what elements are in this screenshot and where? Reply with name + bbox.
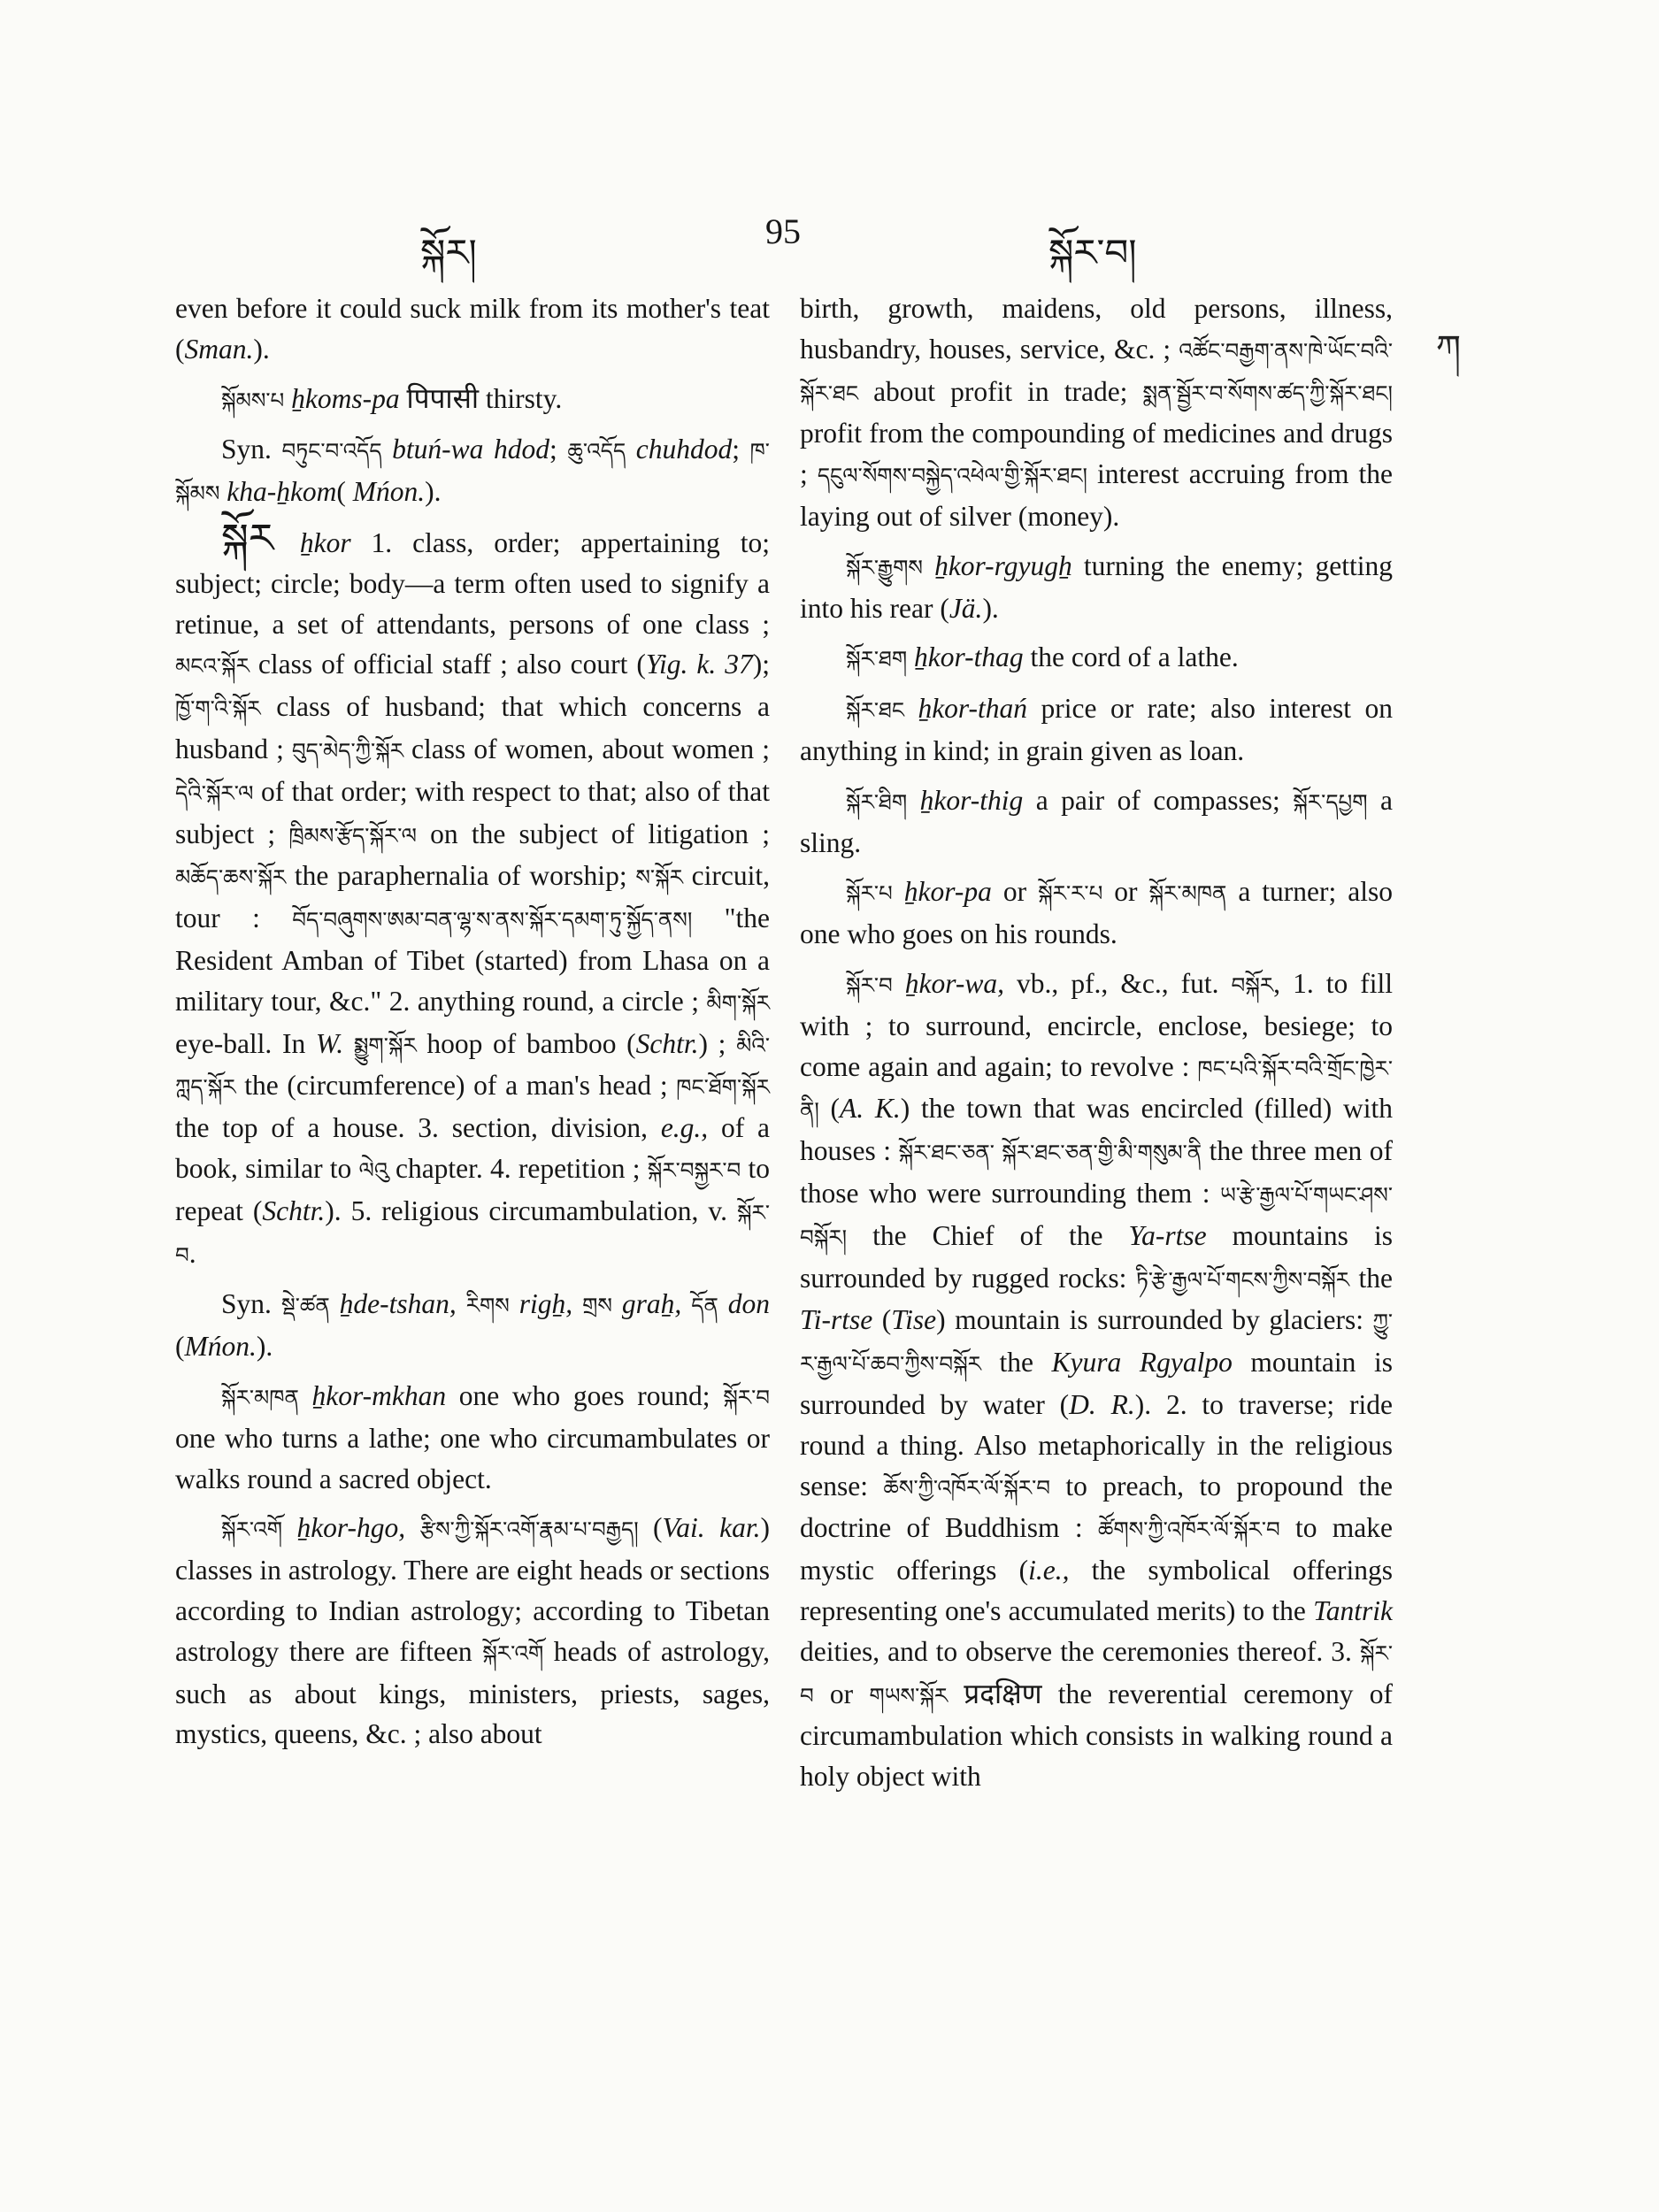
text-run: chapter. 4. repetition ; [395,1152,648,1184]
text-run: the paraphernalia of worship; [294,860,636,892]
text-run: circuit, tour : [175,860,770,934]
text-run: interest accruing from the laying out of silver (money). [800,458,1393,532]
text-run [457,1288,466,1319]
italic-text: Schtr. [262,1194,326,1226]
text-run: . [188,1237,196,1269]
text-run: ( [872,1304,892,1336]
italic-text: rigẖ, [518,1288,573,1320]
tibetan-term: རྩིས་ཀྱི་སྐོར་འགོ་རྣམ་པ་བརྒྱད། [419,1517,654,1543]
tibetan-term: ཁང་ཐོག་སྐོར [676,1074,770,1101]
entry-paragraph [800,288,1393,537]
tibetan-term: སྡེ་ཚན [280,1293,340,1319]
italic-text: Sman. [184,333,254,365]
text-run: ( [830,1093,841,1125]
tibetan-term: ཁང་པའི་སྐོར་བའི་གྲོང་ཁྱེར་ནི། [800,1055,1393,1124]
tibetan-term: སྐོར་དཔྱག [1293,788,1381,815]
tibetan-term: ཚོགས་ཀྱི་འཁོར་ལོ་སྐོར་བ [1097,1517,1295,1543]
text-run: the symbolical offerings representing one's accumulated merits) to the [800,1555,1393,1626]
text-run: eye-ball. In [175,1027,316,1059]
italic-text: don [727,1288,771,1320]
italic-text: ẖkor-pa [903,876,992,908]
text-run: vb., pf., &c., fut. [1004,967,1232,999]
entry-paragraph [175,379,770,421]
italic-text: ẖkor-thag [913,641,1024,673]
text-run: "the Resident Amban of Tibet (started) from Lhasa on a military tour, &c." 2. anything round, a circle ; [175,902,770,1017]
text-run: the (circumference) of a man's head ; [244,1070,677,1102]
text-run: the [999,1347,1052,1379]
text-run: the cord of a lathe. [1023,641,1239,673]
tibetan-term: ཆོས་ཀྱི་འཁོར་ལོ་སྐོར་བ [883,1474,1066,1501]
text-run: ( [336,476,353,508]
italic-text: ẖkor-wa, [904,967,1004,999]
italic-text: graẖ, [621,1288,682,1320]
entry-paragraph [175,1376,770,1499]
italic-text: A. K. [840,1093,901,1125]
entry-paragraph [800,546,1393,629]
italic-text: Tantrik [1313,1594,1393,1626]
italic-text: chuhdod [635,434,733,465]
italic-text: Mńon. [352,476,426,508]
tibetan-term: སྐོར་ར་པ [1038,880,1115,907]
italic-text: ẖde-tshan, [339,1288,457,1320]
tibetan-term: མིག་སྐོར [706,989,770,1016]
text-run [572,1288,582,1319]
italic-text: Kyura Rgyalpo [1051,1347,1233,1379]
text-run: to preach, to propound the doctrine of Buddhism : [800,1470,1393,1544]
italic-text: ẖkor [299,526,351,558]
text-run: 1. class, order; appertaining to; subject; circle; body—a term often used to signify a retinue, a set of attendants, persons of one class ; [175,526,770,640]
text-run: one who goes round; [446,1379,724,1411]
left-running-head: སྐོར། [420,234,477,274]
text-run: , 1. to fill with ; to surround, encircle, enclose, besiege; to come again and again; to revolve : [800,967,1394,1082]
italic-text: Mńon. [184,1331,257,1363]
italic-text: ẖkor-rgyugẖ [934,549,1072,581]
text-run: on the subject of litigation ; [430,818,770,849]
tibetan-term: དེའི་སྐོར་ལ [175,780,261,806]
text-run: deities, and to observe the ceremonies thereof. 3. [800,1635,1360,1667]
tibetan-term: སྐོར་རྒྱུགས [846,554,935,580]
tibetan-term: སྐོར [221,514,300,562]
tibetan-term: སྐོར་བ [800,1640,1393,1709]
tibetan-term: རིགས [465,1293,519,1319]
text-run: ). [253,333,270,365]
text-run: profit from the compounding of medicines and drugs ; [800,418,1393,490]
text-run: the Chief of the [872,1219,1129,1251]
tibetan-term: བུད་མེད་ཀྱི་སྐོར [291,737,412,764]
tibetan-term: སྐོར་བ [723,1384,770,1410]
text-run [343,1028,354,1059]
tibetan-term: སྐོར་འགོ [221,1517,297,1543]
text-run: birth, growth, maidens, old persons, illness, husbandry, houses, service, &c. ; [800,293,1393,365]
tibetan-term: མངའ་སྐོར [175,653,258,680]
text-run: heads of astrology, such as about kings, ministers, priests, sages, mystics, queens, &c. ; also about [175,1635,770,1750]
text-run: one who turns a lathe; one who circumambulates or walks round a sacred object. [175,1422,770,1494]
tibetan-term: ཆུ་འདོད [567,438,636,465]
entry-paragraph [800,780,1393,864]
italic-text: Tise [891,1304,937,1336]
text-run: a pair of compasses; [1023,784,1294,816]
text-run: ). [982,592,999,624]
page-header [173,211,1394,274]
text-run: class of husband; that which concerns a husband ; [175,691,770,764]
text-run: of a book, similar to [175,1112,770,1184]
text-run: to repeat ( [175,1152,770,1226]
italic-text: ẖkoms-pa [291,382,400,414]
tibetan-term: སྐོར་བསྐྱར་བ [647,1156,749,1183]
tibetan-term: དོན [691,1293,728,1319]
text-run: turning the enemy; getting into his rear ( [800,549,1393,624]
tibetan-term: བསྐོར [1231,972,1274,998]
italic-text: Ya-rtse [1128,1219,1207,1251]
left-column [175,288,770,1763]
entry-paragraph [800,688,1393,772]
entry-paragraph [800,964,1393,1797]
tibetan-term: སྨྱུག་སྐོར [353,1032,427,1058]
tibetan-term: ཡ་རྩེ་རྒྱལ་པོ་གཡང་ཤས་བསྐོར། [800,1181,1393,1250]
text-run: mountains is surrounded by rugged rocks: [800,1219,1393,1294]
text-run: Syn. [221,434,282,465]
tibetan-term: སྐོར་ཐག [846,646,914,672]
text-run: or [1114,876,1149,908]
text-run: ; [732,434,750,465]
tibetan-term: མཆོད་ཆས་སྐོར [175,864,295,891]
text-run: ). 2. to traverse; ride round a thing. Also metaphorically in the religious sense: [800,1388,1393,1502]
text-run: ) ; [698,1027,737,1059]
text-run: the top of a house. 3. section, division, [175,1112,661,1144]
tibetan-term: དངུལ་སོགས་བསྐྱེད་འཕེལ་གྱི་སྐོར་ཐང། [817,463,1097,489]
text-run: a turner; also one who goes on his rounds. [800,876,1393,950]
tibetan-term: ཁྲིམས་རྩོད་སྐོར་ལ [288,822,431,849]
tibetan-term: བོད་བཞུགས་ཨམ་བན་ལྷ་ས་ནས་སྐོར་དམག་ཏུ་སྐྱོད་ནས། [292,907,725,933]
italic-text: Ti-rtse [800,1304,873,1336]
tibetan-term: ཁྱོ་ག་འི་སྐོར [175,695,277,722]
italic-text: Yig. k. 37 [645,649,753,680]
italic-text: ẖkor-thig [919,784,1024,816]
text-run: ; [549,434,568,465]
text-run: Syn. [221,1288,281,1320]
text-run: price or rate; also interest on anything in kind; in grain given as loan. [800,693,1393,766]
text-run: ). [425,476,442,508]
tibetan-term: འཚོང་བརྒྱག་ནས་ཁེ་ཡོང་བའི་སྐོར་ཐང [800,337,1393,406]
italic-text: D. R. [1069,1388,1135,1420]
text-run: hoop of bamboo ( [426,1027,636,1059]
page-number: 95 [765,211,801,251]
tibetan-term: ཏི་རྩེ་རྒྱལ་པོ་གངས་ཀྱིས་བསྐོར [1135,1266,1359,1293]
tibetan-term: སྐོམས་པ [221,387,292,413]
text-run: to make mystic offerings ( [800,1512,1393,1586]
tibetan-term: སྐོར་ཐིག [846,788,920,815]
tibetan-term: ལེའུ [358,1156,396,1183]
italic-text: i.e., [1028,1555,1070,1586]
italic-text: Vai. kar. [662,1512,761,1544]
text-run: class of women, about women ; [411,733,771,764]
text-run: or [991,876,1039,908]
tibetan-term: སྨན་སྦྱོར་བ་སོགས་ཚད་ཀྱི་སྐོར་ཐང། [1142,380,1393,406]
italic-text: ẖkor-mkhan [311,1379,447,1411]
tibetan-term: བཏུང་བ་འདོད [281,438,393,465]
tibetan-term: ཁ་སྐོམས [175,438,770,507]
text-run: or [829,1678,870,1709]
text-run: the three men of those who were surrounding them : [800,1135,1393,1209]
tibetan-term: སྐོར་བ [846,972,905,998]
text-run: class of official staff ; also court ( [257,649,646,680]
tibetan-term: ས་སྐོར [635,864,692,891]
text-run: mountain is surrounded by water ( [800,1347,1393,1420]
text-run: ) classes in astrology. There are eight heads or sections according to Indian astrology; according to Tibetan astrology there are fifteen [175,1512,770,1667]
text-run [681,1288,691,1319]
entry-paragraph [175,1284,770,1367]
text-run: a sling. [800,784,1393,858]
entry-paragraph [800,637,1393,680]
tibetan-term: མིའི་ཀླད་སྐོར [175,1032,770,1101]
entry-paragraph [175,1508,770,1755]
text-run: ); [752,649,770,680]
tibetan-term: སྐོར་ཐང [846,697,918,724]
italic-text: ẖkor-thań [918,693,1028,725]
italic-text: Jä. [949,592,983,624]
right-column [800,288,1393,1806]
right-running-head: སྐོར་བ། [1048,234,1137,274]
text-run: ). 5. religious circumambulation, v. [325,1194,737,1226]
tibetan-term: སྐོར་མཁན [1148,880,1239,907]
tibetan-term: སྐོར་ཐང་ཅན་ སྐོར་ཐང་ཅན་གྱི་མི་གསུམ་ནི [898,1140,1210,1166]
text-run: पिपासी thirsty. [399,382,563,414]
text-run: ) mountain is surrounded by glaciers: [936,1304,1373,1336]
text-run: ) the town that was encircled (filled) with houses : [800,1093,1393,1167]
tibetan-term: ཀྱུ་ར་རྒྱལ་པོ་ཆབ་ཀྱིས་བསྐོར [800,1309,1394,1378]
entry-paragraph [175,514,771,1275]
italic-text: kha-ẖkom [227,476,337,508]
tibetan-term: སྐོར་འགོ [482,1640,554,1666]
entry-paragraph [175,429,770,514]
thumb-index-tab: ཀ [1435,327,1458,368]
entry-paragraph [175,288,770,370]
italic-text: e.g., [660,1112,709,1144]
italic-text: W. [315,1027,344,1059]
tibetan-term: སྐོར་པ [846,880,904,907]
tibetan-term: གྲས [582,1293,622,1319]
text-run: about profit in trade; [873,375,1143,407]
text-run [405,1512,419,1543]
tibetan-term: སྐོར་མཁན [221,1384,312,1410]
text-run: the [1358,1262,1394,1294]
tibetan-term: གཡས་སྐོར [869,1682,964,1709]
text-run: of that order; with respect to that; also of that subject ; [175,775,770,849]
text-run: even before it could suck milk from its mother's teat ( [175,293,770,365]
italic-text: Schtr. [635,1027,699,1059]
text-run: ). [256,1331,273,1363]
text-run: ( [175,1331,185,1363]
entry-paragraph [800,872,1393,955]
text-run: ( [653,1512,663,1544]
italic-text: ẖkor-hgo, [296,1512,406,1544]
tibetan-term: སྐོར་བ [175,1199,770,1268]
italic-text: btuń-wa hdod [392,434,550,465]
text-run: प्रदक्षिण the reverential ceremony of circumambulation which consists in walking round a holy object with [800,1678,1393,1793]
